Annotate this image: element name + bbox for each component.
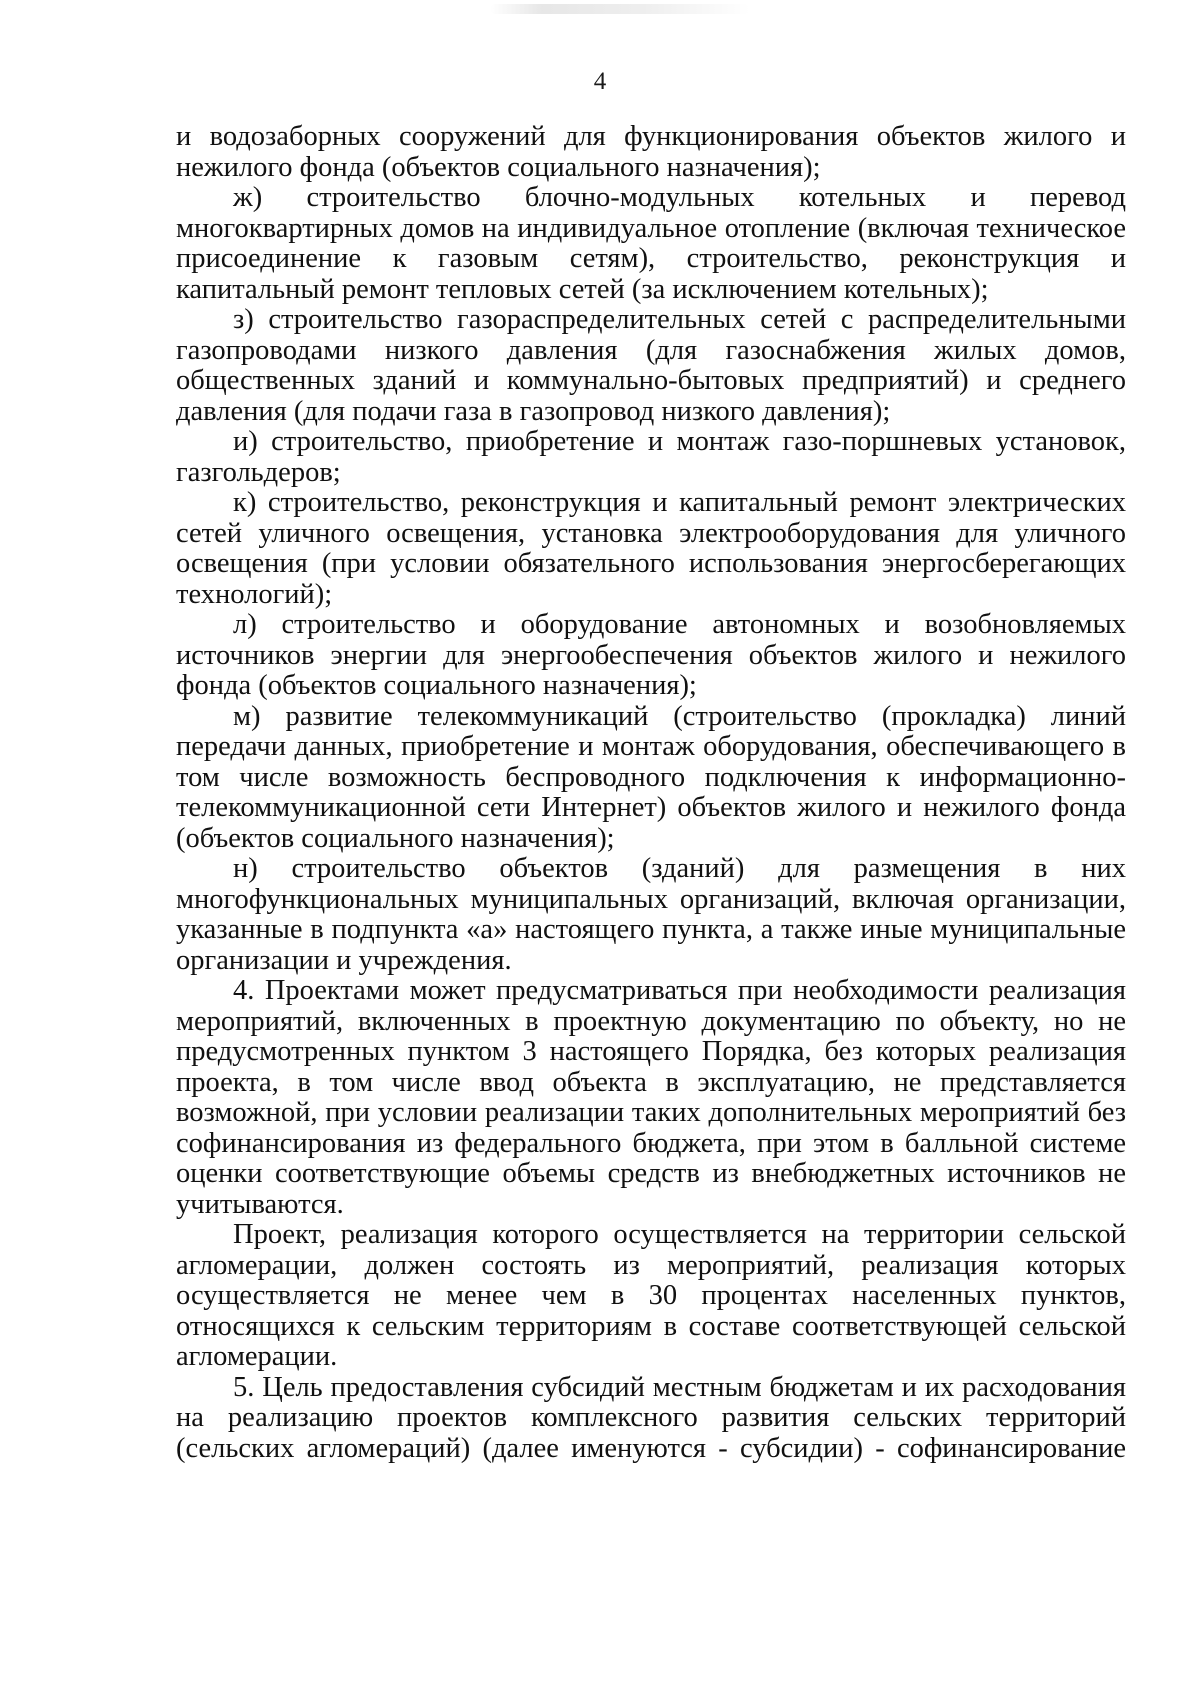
paragraph-continuation: и водозаборных сооружений для функционирования объектов жилого и нежилого фонда (объектов социального назначения);	[176, 121, 1126, 183]
paragraph-item-l: л) строительство и оборудование автономных и возобновляемых источников энергии для энергообеспечения объектов жилого и нежилого фонда (объектов социального назначения);	[176, 609, 1126, 701]
paragraph-item-zh: ж) строительство блочно-модульных котельных и перевод многоквартирных домов на индивидуальное отопление (включая техническое присоединение к газовым сетям), строительство, реконструкция и капитальный ремонт тепловых сетей (за исключением котельных);	[176, 182, 1126, 305]
paragraph-clause-4: 4. Проектами может предусматриваться при необходимости реализация мероприятий, включенных в проектную документацию по объекту, но не предусмотренных пунктом 3 настоящего Порядка, без которых реализация проекта, в том числе ввод объекта в эксплуатацию, не представляется возможной, при условии реализации таких дополнительных мероприятий без софинансирования из федерального бюджета, при этом в балльной системе оценки соответствующие объемы средств из внебюджетных источников не учитываются.	[176, 975, 1126, 1220]
paragraph-item-n: н) строительство объектов (зданий) для размещения в них многофункциональных муниципальных организаций, включая организации, указанные в подпункта «а» настоящего пункта, а также иные муниципальные организации и учреждения.	[176, 853, 1126, 976]
paragraph-item-z: з) строительство газораспределительных сетей с распределительными газопроводами низкого давления (для газоснабжения жилых домов, общественных зданий и коммунально-бытовых предприятий) и среднего давления (для подачи газа в газопровод низкого давления);	[176, 304, 1126, 427]
paragraph-project-agglomeration: Проект, реализация которого осуществляется на территории сельской агломерации, должен состоять из мероприятий, реализация которых осуществляется не менее чем в 30 процентах населенных пунктов, относящихся к сельским территориям в составе соответствующей сельской агломерации.	[176, 1219, 1126, 1372]
document-body	[176, 122, 1126, 1464]
paragraph-item-m: м) развитие телекоммуникаций (строительство (прокладка) линий передачи данных, приобретение и монтаж оборудования, обеспечивающего в том числе возможность беспроводного подключения к информационно-телекоммуникационной сети Интернет) объектов жилого и нежилого фонда (объектов социального назначения);	[176, 700, 1126, 854]
paragraph-item-i: и) строительство, приобретение и монтаж газо-поршневых установок, газгольдеров;	[176, 426, 1126, 488]
paragraph-clause-5: 5. Цель предоставления субсидий местным бюджетам и их расходования на реализацию проектов комплексного развития сельских территорий (сельских агломераций) (далее именуются - субсидии) - софинансирование	[176, 1371, 1126, 1464]
page-number: 4	[593, 68, 607, 95]
scan-artifact	[490, 4, 750, 14]
paragraph-item-k: к) строительство, реконструкция и капитальный ремонт электрических сетей уличного освещения, установка электрооборудования для уличного освещения (при условии обязательного использования энергосберегающих технологий);	[176, 487, 1126, 610]
